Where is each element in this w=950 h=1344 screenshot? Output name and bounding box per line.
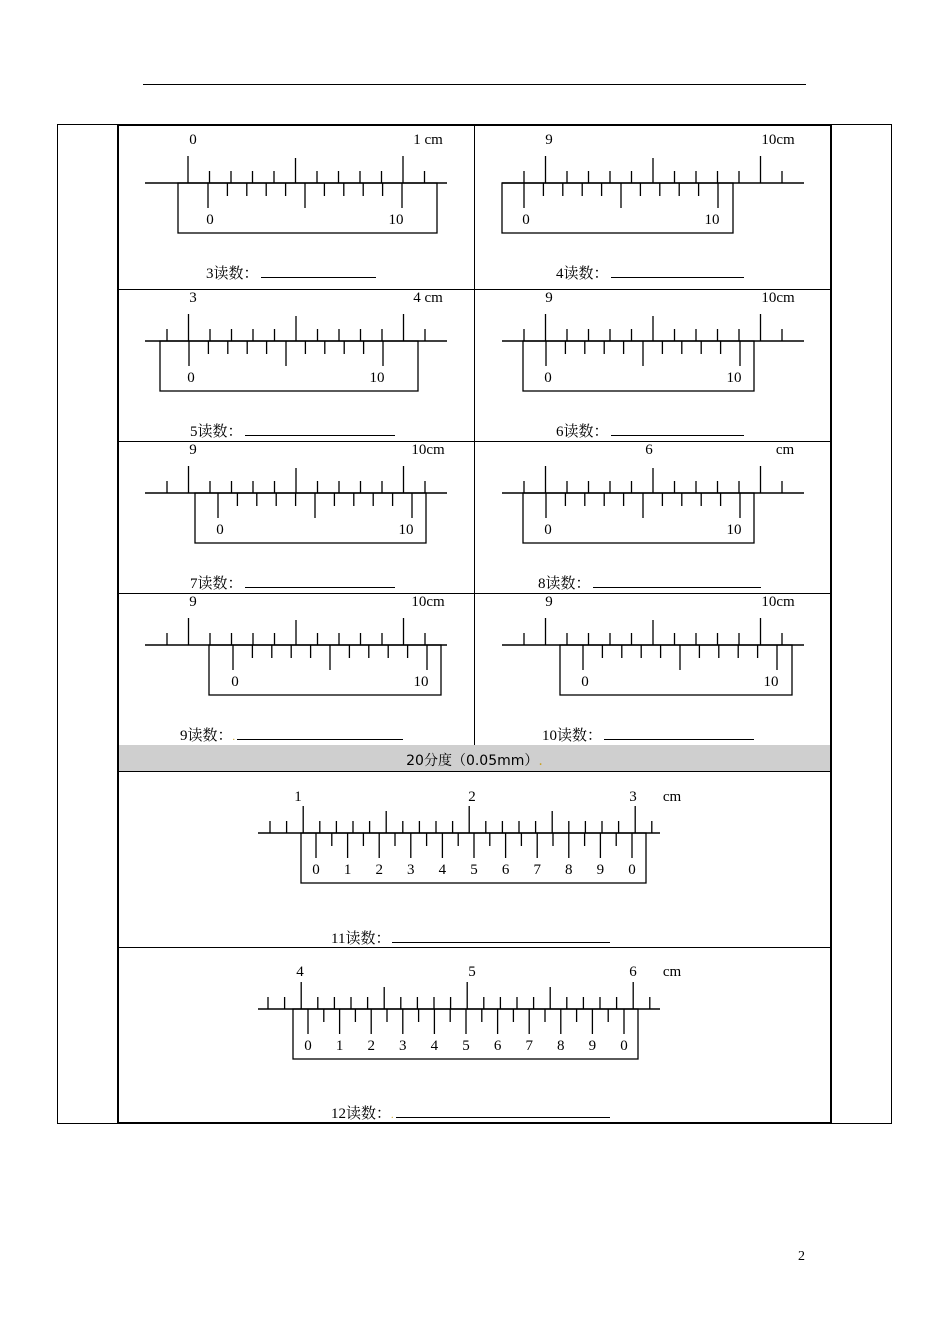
vernier-label: 1	[335, 1038, 344, 1054]
vernier-label: 4	[438, 862, 447, 878]
vernier-label: 0	[304, 1038, 312, 1054]
main-scale-label: 9	[189, 594, 197, 610]
answer-blank-3[interactable]	[261, 263, 376, 278]
vernier-label: 9	[588, 1038, 597, 1054]
vernier-label: 0	[628, 862, 636, 878]
reading-12: 12读数：.	[331, 1102, 610, 1123]
answer-blank-7[interactable]	[245, 573, 395, 588]
vernier-label: 7	[525, 1038, 533, 1054]
vernier-label: 6	[493, 1038, 502, 1054]
vernier-label: 10	[413, 674, 429, 690]
reading-11: 11读数：	[331, 927, 610, 948]
vernier-label: 0	[187, 370, 195, 386]
main-scale-label: 5	[468, 964, 476, 980]
answer-blank-9[interactable]	[237, 725, 403, 740]
vernier-label: 10	[704, 212, 720, 228]
main-scale-label: 3	[629, 789, 637, 805]
main-scale-label: cm	[662, 789, 682, 805]
reading-3: 3读数：	[206, 262, 376, 283]
main-scale-label: 0	[189, 132, 197, 148]
vernier-label: 0	[620, 1038, 628, 1054]
vernier-label: 0	[231, 674, 239, 690]
main-scale-label: 3	[189, 290, 197, 306]
main-scale-label: 1	[294, 789, 302, 805]
main-scale-label: 10cm	[411, 594, 445, 610]
vernier-label: 0	[544, 522, 552, 538]
vernier-label: 10	[388, 212, 404, 228]
vernier-label: 1	[343, 862, 352, 878]
main-scale-label: 9	[545, 594, 553, 610]
vernier-label: 10	[726, 522, 742, 538]
reading-7: 7读数：	[190, 572, 395, 593]
vernier-label: 7	[533, 862, 541, 878]
answer-blank-5[interactable]	[245, 421, 395, 436]
answer-blank-10[interactable]	[604, 725, 754, 740]
main-scale-label: cm	[775, 442, 795, 458]
section-header-label: 20分度（0.05mm）	[406, 753, 539, 769]
reading-6: 6读数：	[556, 420, 744, 441]
vernier-label: 10	[726, 370, 742, 386]
main-scale-label: 10cm	[761, 594, 795, 610]
main-scale-label: 10cm	[761, 132, 795, 148]
main-scale-label: 9	[545, 290, 553, 306]
vernier-label: 2	[367, 1038, 375, 1054]
vernier-label: 0	[312, 862, 320, 878]
vernier-label: 3	[399, 1038, 407, 1054]
main-scale-label: 2	[468, 789, 476, 805]
vernier-slider	[523, 493, 754, 543]
vernier-label: 10	[369, 370, 385, 386]
reading-4: 4读数：	[556, 262, 744, 283]
reading-5: 5读数：	[190, 420, 395, 441]
vernier-slider	[195, 493, 426, 543]
section-header-band: 20分度（0.05mm）.	[119, 745, 830, 772]
vernier-label: 10	[398, 522, 414, 538]
main-scale-label: 6	[645, 442, 653, 458]
vernier-label: 3	[407, 862, 415, 878]
main-scale-label: 9	[545, 132, 553, 148]
vernier-label: 4	[430, 1038, 439, 1054]
main-scale-label: 6	[629, 964, 637, 980]
vernier-slider	[209, 645, 441, 695]
main-scale-label: cm	[662, 964, 682, 980]
vernier-label: 0	[581, 674, 589, 690]
main-scale-label: 10cm	[411, 442, 445, 458]
reading-10: 10读数：	[542, 724, 754, 745]
main-scale-label: 1 cm	[413, 132, 443, 148]
page-number: 2	[798, 1249, 805, 1264]
vernier-label: 9	[596, 862, 605, 878]
vernier-label: 8	[557, 1038, 565, 1054]
vernier-label: 0	[206, 212, 214, 228]
main-scale-label: 4	[296, 964, 304, 980]
vernier-label: 6	[501, 862, 510, 878]
vernier-label: 0	[216, 522, 224, 538]
vernier-slider	[523, 341, 754, 391]
vernier-label: 5	[470, 862, 478, 878]
main-scale-label: 10cm	[761, 290, 795, 306]
main-scale-label: 9	[189, 442, 197, 458]
vernier-label: 5	[462, 1038, 470, 1054]
vernier-label: 10	[763, 674, 779, 690]
vernier-label: 2	[375, 862, 383, 878]
answer-blank-6[interactable]	[611, 421, 744, 436]
answer-blank-4[interactable]	[611, 263, 744, 278]
answer-blank-12[interactable]	[396, 1103, 610, 1118]
answer-blank-11[interactable]	[392, 928, 610, 943]
main-scale-label: 4 cm	[413, 290, 443, 306]
answer-blank-8[interactable]	[593, 573, 761, 588]
reading-9: 9读数：.	[180, 724, 403, 745]
vernier-label: 0	[544, 370, 552, 386]
vernier-label: 8	[565, 862, 573, 878]
vernier-label: 0	[522, 212, 530, 228]
reading-8: 8读数：	[538, 572, 761, 593]
